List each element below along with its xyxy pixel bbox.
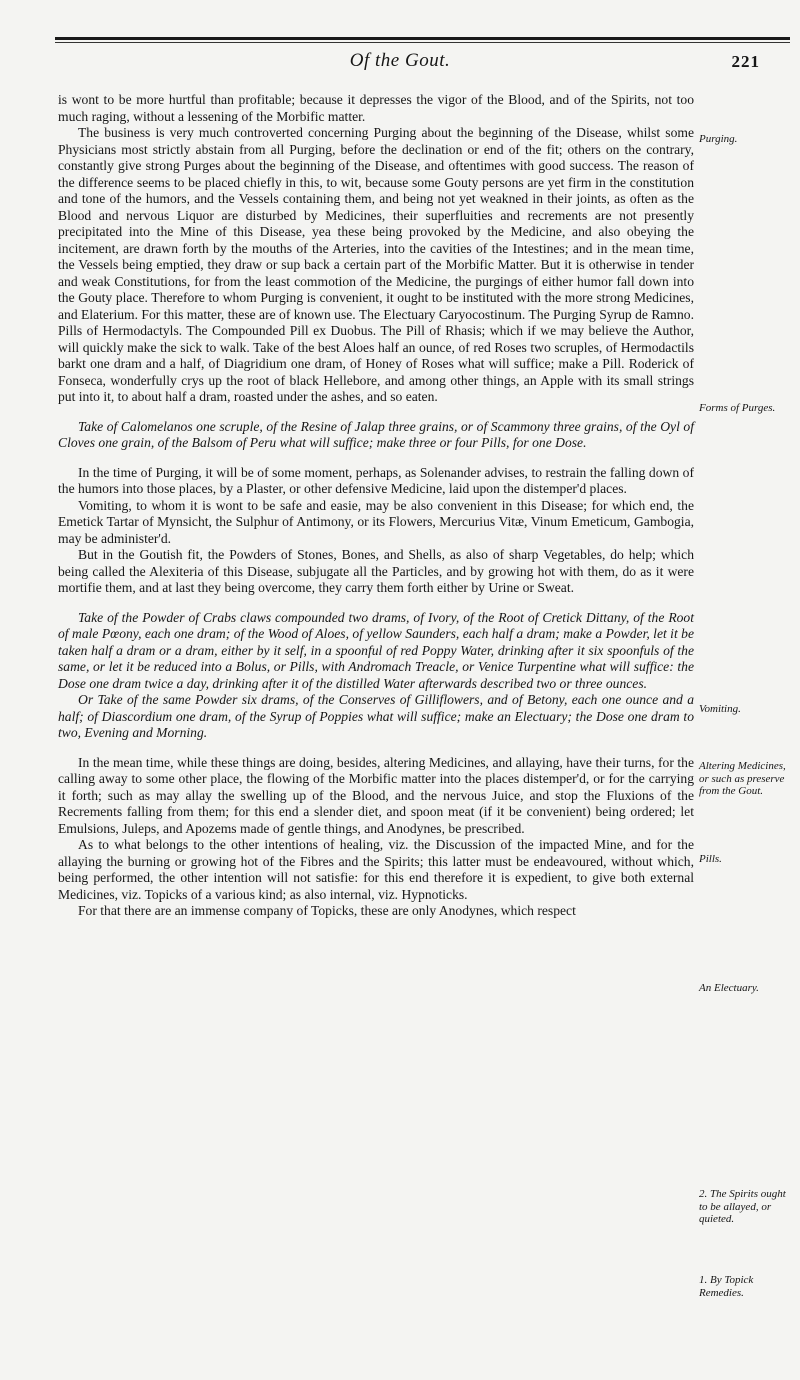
recipe-electuary: Or Take of the same Powder six drams, of the Conserves of Gilliflowers, and of Betony, each one ounce and a half; of Diascordium one dram, of the Syrup of Poppies what will suffice; make an Electuary; the Dose one dram to two, Evening and Morning. — [58, 692, 694, 740]
header-rule — [55, 37, 790, 40]
margin-note: 1. By Topick Remedies. — [699, 1274, 754, 1299]
margin-note: Forms of Purges. — [699, 402, 776, 414]
paragraph: For that there are an immense company of Topicks, these are only Anodynes, which respect — [78, 903, 576, 918]
spacer — [58, 406, 694, 419]
margin-note: 2. The Spirits ought to be allayed, or quieted. — [699, 1188, 786, 1225]
header-rule-thin — [55, 42, 790, 43]
page-number: 221 — [731, 52, 760, 71]
margin-note: Purging. — [699, 133, 738, 145]
paragraph-purging: The business is very much controverted concerning Purging about the beginning of the Disease, whilst some Physicians most strictly abstain from all Purging, before the declination or end of the fit; others on the contrary, constantly give strong Purges about the beginning of the Disease, and oftentimes with good success. The reason of the difference seems to be placed chiefly in this, to wit, because some Gouty persons are yet firm in the constitution and tone of the humors, and the Vessels containing them, and being not yet weakned in their joints, as often as the Blood and nervous Liquor are disturbed by Medicines, their superfluities and recrements are not presently precipitated into the Mine of this Disease, yea these being provoked by the Medicine, and also obeying the incitement, are drawn forth by the mouths of the Arteries, into the cavities of the Intestines; and in the mean time, the Vessels being emptied, they draw or sup back a certain part of the Morbific Matter. But it is otherwise in tender and weak Constitutions, for from the least commotion of the Medicine, the purgings of either humor fall down into the Gouty place. Therefore to whom Purging is convenient, it ought to be instituted with the more strong Medicines, and Elaterium. For this matter, these are of known use. The Electuary Caryocostinum. The Purging Syrup de Ramno. Pills of Hermodactyls. The Compounded Pill ex Duobus. The Pill of Rhasis; which if we may believe the Author, will quickly make the sick to walk. Take of the best Aloes half an ounce, of red Roses two scruples, of Hermodactils barkt one dram and a half, of Diagridium one dram, of Honey of Roses what will suffice; make a Pill. Roderick of Fonseca, wonderfully crys up the root of black Hellebore, and among other things, an Apple with its small strings put into it, to about half a dram, roasted under the ashes, and so eaten. — [58, 125, 694, 404]
margin-note: Altering Medicines, or such as preserve from the Gout. — [699, 760, 786, 797]
paragraph: As to what belongs to the other intentions of healing, viz. the Discussion of the impacted Mine, and for the allaying the burning or growing hot of the Fibres and the Spirits; this latter must be endeavoured, without which, being performed, the other intention will not satisfie: for this end therefore it is expedient, to give both external Medicines, viz. Topicks of a various kind; as also internal, viz. Hypnoticks. — [58, 837, 694, 902]
spacer — [58, 742, 694, 755]
margin-note: Pills. — [699, 853, 722, 865]
recipe-pills: Take of Calomelanos one scruple, of the Resine of Jalap three grains, or of Scammony three grains, of the Oyl of Cloves one grain, of the Balsom of Peru what will suffice; make three or four Pills, for one Dose. — [58, 418, 694, 450]
spacer — [58, 597, 694, 610]
paragraph: is wont to be more hurtful than profitable; because it depresses the vigor of the Blood, and of the Spirits, not too much raging, without a lessening of the Morbific matter. — [58, 92, 694, 124]
spacer — [58, 452, 694, 465]
recipe-powder: Take of the Powder of Crabs claws compounded two drams, of Ivory, of the Root of Cretick Dittany, of the Root of male Pœony, each one dram; of the Wood of Aloes, of yellow Saunders, each half a dram; make a Powder, let it be taken half a dram or a dram, either by it self, in a spoonful of red Poppy Water, drinking after it six spoonfuls of the same, or let it be reduced into a Bolus, or Pills, with Andromach Treacle, or Venice Turpentine what will suffice: the Dose one dram twice a day, drinking after it of the distilled Water afterwards described two or three ounces. — [58, 609, 694, 691]
paragraph-vomiting: Vomiting, to whom it is wont to be safe and easie, may be also convenient in this Disease; for which end, the Emetick Tartar of Mynsicht, the Sulphur of Antimony, or its Flowers, Mercurius Vitæ, Vinum Emeticum, Gambogia, may be administer'd. — [58, 497, 694, 546]
margin-note: An Electuary. — [699, 982, 759, 994]
running-title: Of the Gout. — [349, 50, 451, 71]
paragraph: In the mean time, while these things are doing, besides, altering Medicines, and allaying, have their turns, for the calling away to some other place, the flowing of the Morbific matter into the places distemper'd, or for the carrying it forth; such as may allay the swelling up of the Blood, and the nervous Juice, and stop the Fluxions of the Recrements falling from them; for this end a slender diet, and spoon meat (if it be convenient) being ordered; let Emulsions, Juleps, and Apozems made of gentle things, and Anodynes, be prescribed. — [58, 754, 694, 836]
paragraph-altering: But in the Goutish fit, the Powders of Stones, Bones, and Shells, as also of sharp Vegetables, do help; which being called the Alexiteria of this Disease, subjugate all the Particles, and by growing hot with them, do as it were mortifie them, and at last they being overcome, they carry them forth either by Urine or Sweat. — [58, 547, 694, 595]
page-body — [58, 92, 694, 920]
paragraph: In the time of Purging, it will be of some moment, perhaps, as Solenander advises, to restrain the falling down of the humors into those places, by a Plaster, or other defensive Medicine, laid upon the distemper'd places. — [58, 464, 694, 496]
margin-note: Vomiting. — [699, 703, 741, 715]
